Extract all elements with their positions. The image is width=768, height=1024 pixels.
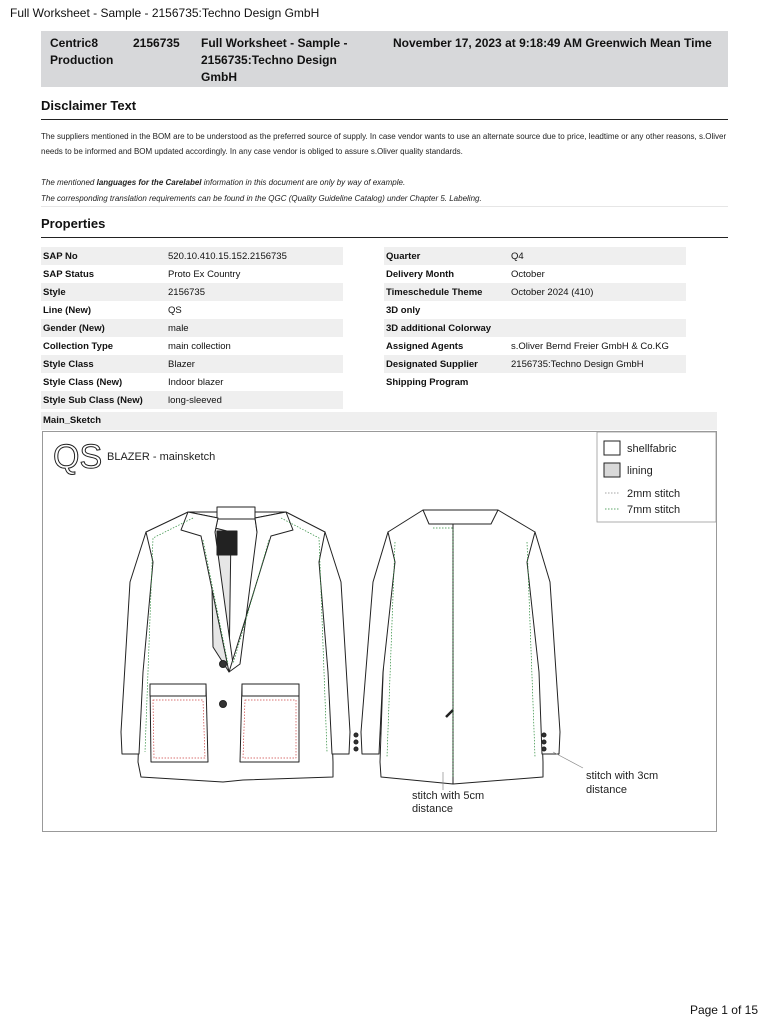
property-key: Quarter (384, 247, 509, 265)
properties-heading: Properties (41, 216, 106, 231)
blazer-sketch (43, 432, 716, 831)
property-value (509, 319, 686, 337)
property-row (41, 247, 343, 265)
disclaimer-heading: Disclaimer Text (41, 98, 137, 113)
blazer-back-view (354, 510, 583, 790)
header-date: November 17, 2023 at 9:18:49 AM Greenwich Mean Time (393, 36, 712, 50)
stitch-note-back-2: distance (586, 784, 627, 796)
property-value: s.Oliver Bernd Freier GmbH & Co.KG (511, 340, 669, 352)
property-key: Line (New) (43, 304, 92, 316)
property-value: long-sleeved (166, 391, 343, 409)
property-value: October 2024 (410) (509, 283, 686, 301)
property-row (41, 391, 343, 409)
property-value: Q4 (509, 247, 686, 265)
property-row (384, 265, 686, 283)
property-row (384, 247, 686, 265)
property-row (41, 301, 343, 319)
property-row (384, 373, 686, 391)
property-value (509, 301, 686, 319)
legend-shellfabric: shellfabric (627, 443, 677, 455)
property-value: 2156735 (166, 283, 343, 301)
legend-7mm-stitch: 7mm stitch (627, 504, 681, 516)
sketch-legend (597, 432, 716, 522)
property-key: Style Class (41, 355, 166, 373)
property-value: Indoor blazer (168, 376, 224, 388)
page-number: Page 1 of 15 (689, 1003, 758, 1017)
property-key: Style Class (New) (43, 376, 123, 388)
property-key: SAP No (41, 247, 166, 265)
divider (41, 206, 728, 207)
property-key: Assigned Agents (386, 340, 464, 352)
property-value: main collection (168, 340, 231, 352)
property-row (41, 355, 343, 373)
property-value: male (166, 319, 343, 337)
property-row (384, 337, 686, 355)
header-title: Full Worksheet - Sample - 2156735:Techno Design GmbH (201, 36, 348, 84)
legend-lining: lining (627, 465, 653, 477)
blazer-front-view (121, 507, 350, 782)
property-key: Gender (New) (41, 319, 166, 337)
header-style-id: 2156735 (133, 36, 180, 50)
property-row (41, 319, 343, 337)
property-key: 3D additional Colorway (384, 319, 509, 337)
property-value: 2156735:Techno Design GmbH (509, 355, 686, 373)
sketch-title: BLAZER - mainsketch (107, 451, 216, 463)
property-key: SAP Status (43, 268, 95, 280)
property-row (41, 265, 343, 283)
property-row (41, 373, 343, 391)
properties-table-right (384, 247, 686, 391)
brand-logo: QS (53, 438, 103, 476)
main-sketch (42, 431, 717, 832)
sketch-label: Main_Sketch (41, 412, 717, 430)
property-value: October (511, 268, 545, 280)
divider (41, 119, 728, 120)
stitch-note-front-2: distance (412, 803, 453, 815)
property-row (41, 337, 343, 355)
property-key: Shipping Program (386, 376, 469, 388)
property-row (384, 283, 686, 301)
property-value: QS (168, 304, 182, 316)
property-row (384, 319, 686, 337)
property-value: 520.10.410.15.152.2156735 (166, 247, 343, 265)
property-key: Timeschedule Theme (384, 283, 509, 301)
property-value (509, 373, 686, 391)
properties-table-left (41, 247, 343, 409)
property-key: 3D only (386, 304, 421, 316)
property-row (41, 283, 343, 301)
worksheet-header (41, 31, 728, 87)
stitch-note-front-1: stitch with 5cm (412, 790, 485, 802)
property-row (384, 301, 686, 319)
header-app: Centric8 Production (50, 36, 114, 67)
legend-2mm-stitch: 2mm stitch (627, 488, 681, 500)
disclaimer-paragraph-2: The mentioned languages for the Carelabel information in this document are only by way of example. (41, 178, 406, 187)
property-value: Proto Ex Country (168, 268, 241, 280)
property-key: Designated Supplier (384, 355, 509, 373)
disclaimer-paragraph-3: The corresponding translation requirements can be found in the QGC (Quality Guideline Catalog) under Chapter 5. Labeling. (41, 194, 482, 203)
property-key: Style Sub Class (New) (41, 391, 166, 409)
disclaimer-paragraph-1: The suppliers mentioned in the BOM are to be understood as the preferred source of supply. In case vendor wants to use an alternate source due to price, leadtime or any other reasons, s.Oliver needs to be informed and BOM updated accordingly. In any case vendor is obliged to assure s.Oliver quality standards. (41, 132, 727, 156)
property-row (384, 355, 686, 373)
property-key: Collection Type (43, 340, 114, 352)
stitch-note-back-1: stitch with 3cm (586, 770, 659, 782)
property-key: Delivery Month (386, 268, 455, 280)
document-title: Full Worksheet - Sample - 2156735:Techno Design GmbH (10, 6, 320, 20)
property-key: Style (41, 283, 166, 301)
property-value: Blazer (166, 355, 343, 373)
divider (41, 237, 728, 238)
